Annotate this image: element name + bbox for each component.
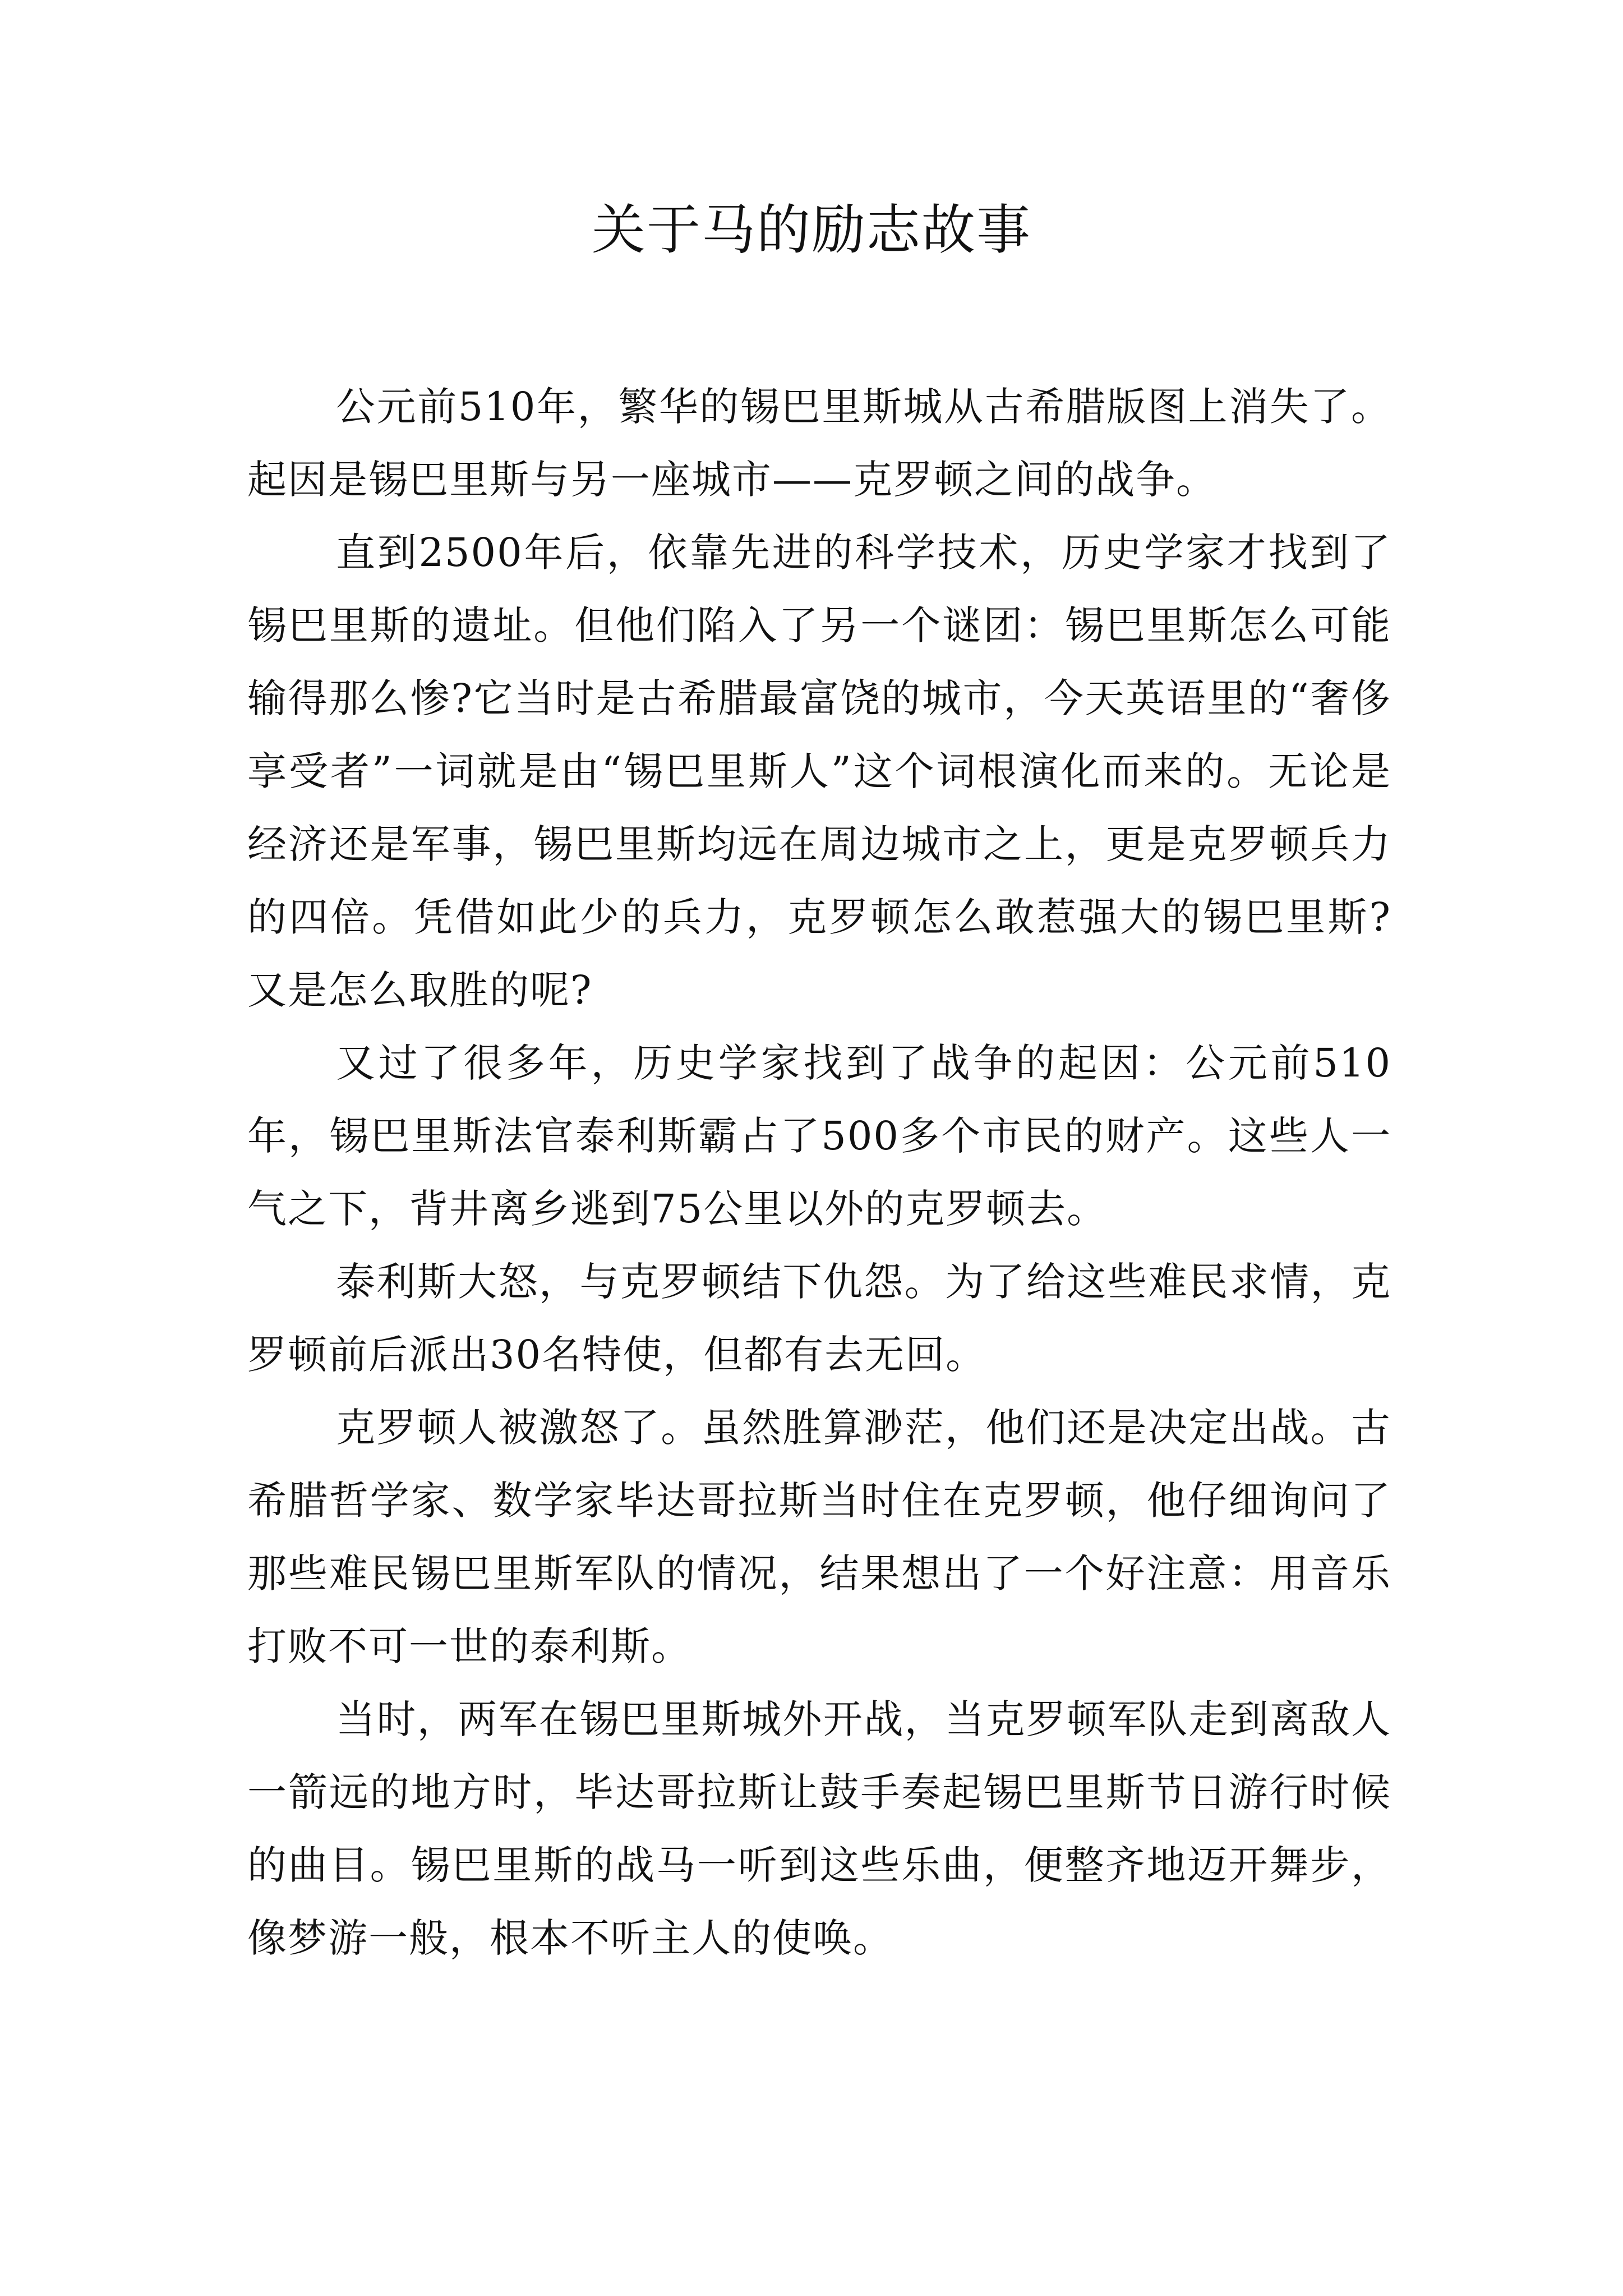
document-title: 关于马的励志故事: [592, 199, 1031, 261]
paragraph-1: 公元前510年，繁华的锡巴里斯城从古希腊版图上消失了。起因是锡巴里斯与另一座城市——克罗顿之间的战争。: [247, 384, 1391, 503]
paragraph-4: 泰利斯大怒，与克罗顿结下仇怨。为了给这些难民求情，克罗顿前后派出30名特使，但都有去无回。: [247, 1259, 1391, 1378]
paragraph-5: 克罗顿人被激怒了。虽然胜算渺茫，他们还是决定出战。古希腊哲学家、数学家毕达哥拉斯当时住在克罗顿，他仔细询问了那些难民锡巴里斯军队的情况，结果想出了一个好注意：用音乐打败不可一世的泰利斯。: [247, 1405, 1391, 1669]
paragraph-2: 直到2500年后，依靠先进的科学技术，历史学家才找到了锡巴里斯的遗址。但他们陷入了另一个谜团：锡巴里斯怎么可能输得那么惨?它当时是古希腊最富饶的城市，今天英语里的“奢侈享受者”一词就是由“锡巴里斯人”这个词根演化而来的。无论是经济还是军事，锡巴里斯均远在周边城市之上，更是克罗顿兵力的四倍。凭借如此少的兵力，克罗顿怎么敢惹强大的锡巴里斯?又是怎么取胜的呢?: [247, 530, 1391, 1013]
paragraph-3: 又过了很多年，历史学家找到了战争的起因：公元前510年，锡巴里斯法官泰利斯霸占了500多个市民的财产。这些人一气之下，背井离乡逃到75公里以外的克罗顿去。: [247, 1040, 1391, 1232]
paragraph-6: 当时，两军在锡巴里斯城外开战，当克罗顿军队走到离敌人一箭远的地方时，毕达哥拉斯让鼓手奏起锡巴里斯节日游行时候的曲目。锡巴里斯的战马一听到这些乐曲，便整齐地迈开舞步，像梦游一般，根本不听主人的使唤。: [247, 1696, 1391, 1961]
document-body: [247, 370, 1391, 1975]
